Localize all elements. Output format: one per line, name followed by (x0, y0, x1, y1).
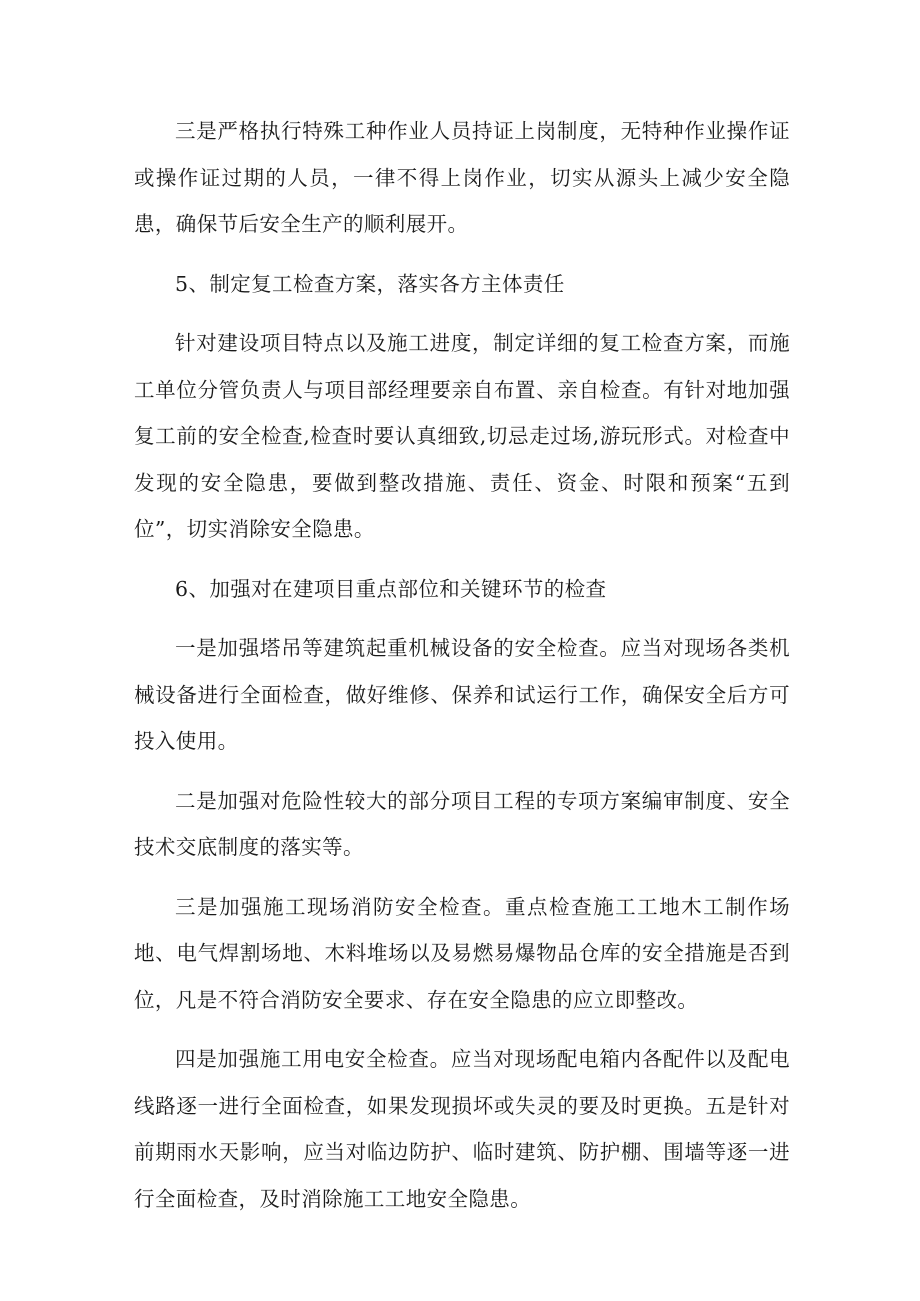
paragraph-crane-inspection: 一是加强塔吊等建筑起重机械设备的安全检查。应当对现场各类机械设备进行全面检查，做好维修、保养和试运行工作，确保安全后方可投入使用。 (134, 636, 790, 753)
document-body (134, 108, 790, 1235)
paragraph-fire-safety: 三是加强施工现场消防安全检查。重点检查施工工地木工制作场地、电气焊割场地、木料堆场以及易燃易爆物品仓库的安全措施是否到位，凡是不符合消防安全要求、存在安全隐患的应立即整改。 (134, 894, 790, 1012)
paragraph-special-workers: 三是严格执行特殊工种作业人员持证上岗制度，无特种作业操作证或操作证过期的人员，一律不得上岗作业，切实从源头上减少安全隐患，确保节后安全生产的顺利展开。 (134, 119, 790, 236)
section-heading-6: 6、加强对在建项目重点部位和关键环节的检查 (175, 576, 607, 601)
paragraph-inspection-plan: 针对建设项目特点以及施工进度，制定详细的复工检查方案，而施工单位分管负责人与项目部经理要亲自布置、亲自检查。有针对地加强复工前的安全检查,检查时要认真细致,切忌走过场,游玩形式。对检查中发现的安全隐患，要做到整改措施、责任、资金、时限和预案“五到位”，切实消除安全隐患。 (134, 331, 790, 541)
paragraph-hazardous-projects: 二是加强对危险性较大的部分项目工程的专项方案编审制度、安全技术交底制度的落实等。 (134, 788, 790, 859)
section-heading-5: 5、制定复工检查方案，落实各方主体责任 (175, 271, 565, 296)
paragraph-electrical-safety: 四是加强施工用电安全检查。应当对现场配电箱内各配件以及配电线路逐一进行全面检查，如果发现损坏或失灵的要及时更换。五是针对前期雨水天影响，应当对临边防护、临时建筑、防护棚、围墙等逐一进行全面检查，及时消除施工工地安全隐患。 (134, 1047, 790, 1211)
